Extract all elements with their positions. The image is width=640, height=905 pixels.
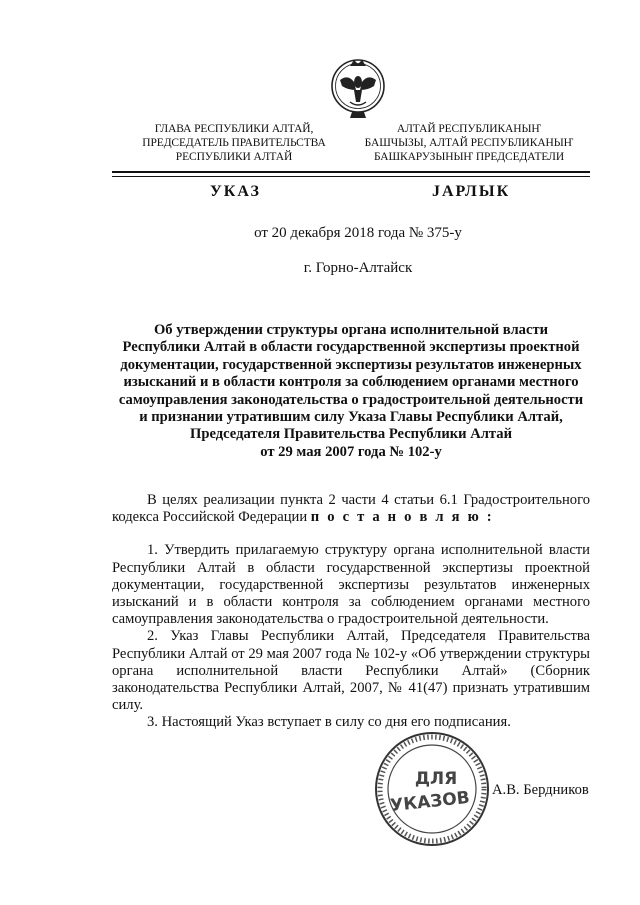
title-line: документации, государственной экспертизы результатов инженерных: [120, 356, 582, 373]
doc-type-altai: JАРЛЫК: [432, 183, 511, 200]
title-line: Председателя Правительства Республики Алтай: [190, 426, 512, 443]
preamble-paragraph: [112, 492, 590, 526]
header-rule-thin: [112, 176, 590, 177]
document-title: [112, 322, 590, 461]
doc-type-russian: УКАЗ: [210, 183, 261, 200]
header-left-block: [128, 122, 340, 164]
title-line: и признании утратившим силу Указа Главы Республики Алтай,: [139, 409, 563, 426]
coat-of-arms-emblem: [330, 56, 386, 122]
title-line: Об утверждении структуры органа исполнительной власти: [153, 322, 549, 338]
preamble-text: В целях реализации пункта 2 части 4 статьи 6.1 Градостроительного кодекса Российской Федерации: [112, 492, 590, 526]
item-paragraph-2: 2. Указ Главы Республики Алтай, Председателя Правительства Республики Алтай от 29 мая 2007 года № 102-у «Об утверждении структуры органа исполнительной власти Республики Алтай» (Сборник законодательства Республики Алтай, 2007, № 41(47) признать утратившим силу.: [112, 628, 590, 714]
title-line: самоуправления законодательства о градостроительной деятельности: [118, 391, 584, 408]
item-paragraph-3: 3. Настоящий Указ вступает в силу со дня его подписания.: [147, 714, 511, 731]
header-right-block: [352, 122, 586, 164]
date-line: от 20 декабря 2018 года № 375-у: [254, 225, 462, 241]
header-right-line: АЛТАЙ РЕСПУБЛИКАНЫҤ: [396, 123, 542, 135]
header-right-line: БАШЧЫЗЫ, АЛТАЙ РЕСПУБЛИКАНЫҤ: [364, 137, 574, 149]
item-paragraph-1: 1. Утвердить прилагаемую структуру органа исполнительной власти Республики Алтай в области государственной экспертизы проектной документации, государственной экспертизы результатов инженерных изысканий и в области контроля за соблюдением органами местного самоуправления законодательства о градостроительной деятельности.: [112, 542, 590, 628]
title-line: изысканий и в области контроля за соблюдением органами местного: [123, 374, 579, 391]
header-left-line: ПРЕДСЕДАТЕЛЬ ПРАВИТЕЛЬСТВА: [142, 137, 326, 149]
signer-name: А.В. Бердников: [492, 782, 589, 798]
header-left-line: ГЛАВА РЕСПУБЛИКИ АЛТАЙ,: [154, 123, 314, 135]
header-rule-thick: [112, 171, 590, 173]
title-line: от 29 мая 2007 года № 102-у: [260, 443, 442, 460]
header-left-line: РЕСПУБЛИКИ АЛТАЙ: [175, 151, 293, 163]
stamp-line-2: УКАЗОВ: [389, 787, 471, 817]
document-body: [112, 492, 590, 732]
header-right-line: БАШКАРУЗЫНЫҤ ПРЕДСЕДАТЕЛИ: [373, 151, 565, 163]
stamp-line-1: ДЛЯ: [414, 769, 458, 789]
city-line: г. Горно-Алтайск: [303, 260, 413, 276]
official-stamp: [373, 730, 491, 848]
title-line: Республики Алтай в области государственной экспертизы проектной: [122, 339, 580, 356]
preamble-emphasis: п о с т а н о в л я ю :: [310, 509, 494, 526]
